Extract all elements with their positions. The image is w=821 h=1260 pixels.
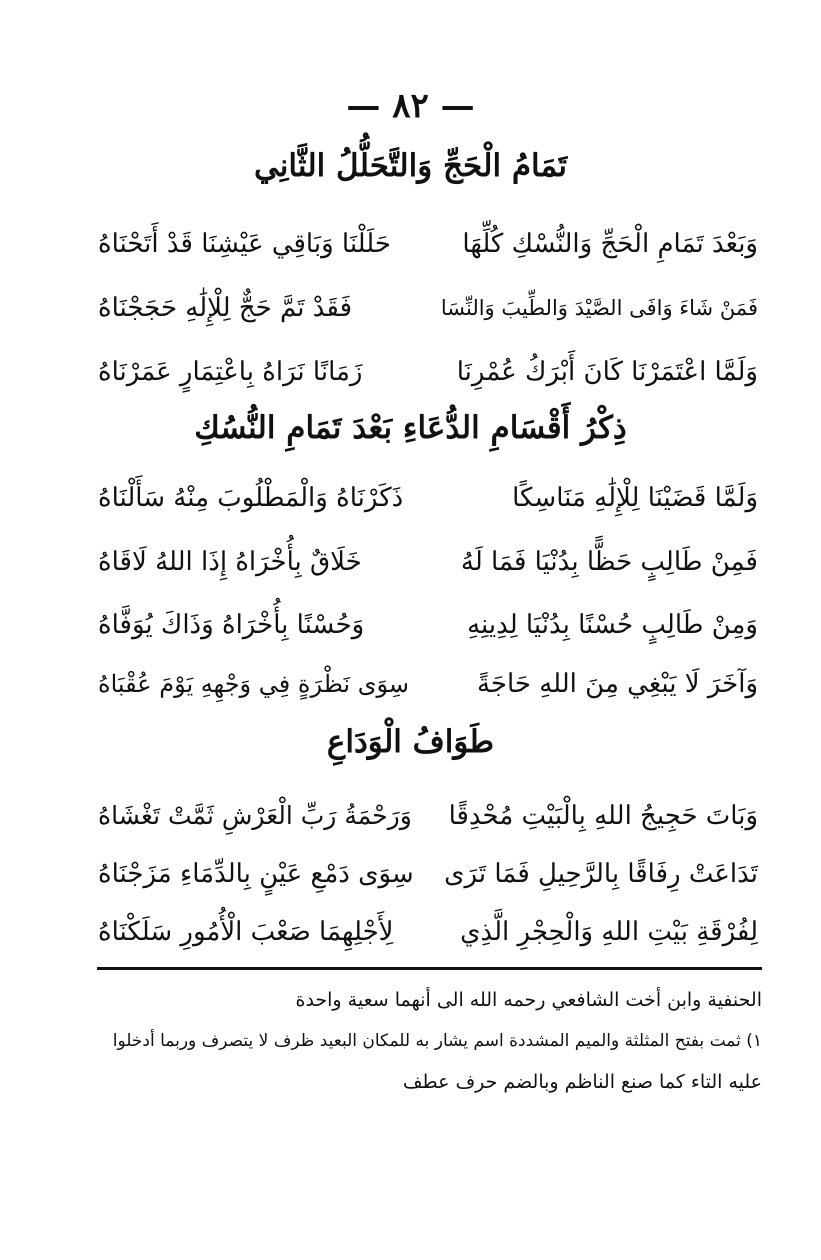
verse-second-hemistich: حَلَلْنَا وَبَاقِي عَيْشِنَا قَدْ أَتَحْنَاهُ: [98, 229, 391, 259]
section-heading-farewell-tawaf: طَوَافُ الْوَدَاعِ: [326, 724, 495, 760]
verse-first-hemistich: وَبَعْدَ تَمَامِ الْحَجِّ وَالنُّسْكِ كُلِّهَا: [462, 229, 758, 259]
verse-line: [98, 656, 758, 712]
verse-line: [98, 788, 758, 844]
verse-second-hemistich: سِوَى نَظْرَةٍ فِي وَجْهِهِ يَوْمَ عُقْبَاهُ: [98, 670, 409, 698]
verse-second-hemistich: وَرَحْمَةُ رَبِّ الْعَرْشِ ثَمَّتْ تَغْشَاهُ: [98, 801, 412, 830]
verse-second-hemistich: فَقَدْ تَمَّ حَجٌّ لِلْإِلَٰهِ حَجَجْنَاهُ: [98, 293, 353, 323]
verse-second-hemistich: وَحُسْنًا بِأُخْرَاهُ وَذَاكَ يُوَفَّاهُ: [98, 610, 365, 640]
verse-line: [98, 344, 758, 400]
verse-first-hemistich: وَمِنْ طَالِبٍ حُسْنًا بِدُنْيَا لِدِينِهِ: [467, 610, 758, 640]
verse-second-hemistich: ذَكَرْنَاهُ وَالْمَطْلُوبَ مِنْهُ سَأَلْنَاهُ: [98, 483, 404, 513]
verse-second-hemistich: لِأَجْلِهِمَا صَعْبَ الْأُمُورِ سَلَكْنَاهُ: [98, 917, 394, 947]
verse-first-hemistich: لِفُرْقَةِ بَيْتِ اللهِ وَالْحِجْرِ الَّذِي: [460, 917, 758, 947]
verse-first-hemistich: وَآخَرَ لَا يَبْغِي مِنَ اللهِ حَاجَةً: [476, 669, 758, 699]
footnote-line: الحنفية وابن أخت الشافعي رحمه الله الى أنهما سعية واحدة: [295, 989, 762, 1011]
footnote: [98, 980, 762, 1103]
footnote-divider: [97, 967, 762, 970]
verse-line: [98, 534, 758, 590]
verse-first-hemistich: وَلَمَّا قَضَيْنَا لِلْإِلَٰهِ مَنَاسِكًا: [512, 483, 758, 513]
footnote-line: ١) ثمت بفتح المثلثة والميم المشددة اسم يشار به للمكان البعيد ظرف لا يتصرف وربما أدخلوا: [112, 1031, 762, 1051]
section-heading-hajj-completion: تَمَامُ الْحَجِّ وَالتَّحَلُّلُ الثَّانِي: [253, 148, 568, 184]
footnote-line: عليه التاء كما صنع الناظم وبالضم حرف عطف: [402, 1071, 762, 1093]
verse-first-hemistich: وَبَاتَ حَجِيجُ اللهِ بِالْبَيْتِ مُحْدِقًا: [448, 801, 758, 831]
verse-line: [98, 846, 758, 902]
verse-second-hemistich: خَلَاقٌ بِأُخْرَاهُ إِذَا اللهُ لَاقَاهُ: [98, 547, 362, 577]
verse-line: [98, 470, 758, 526]
verse-first-hemistich: وَلَمَّا اعْتَمَرْنَا كَانَ أَبْرَكُ عُمْرِنَا: [456, 357, 758, 387]
verse-line: [98, 216, 758, 272]
verse-line: [98, 280, 758, 336]
verse-line: [98, 597, 758, 653]
page-number: — ٨٢ —: [346, 86, 475, 126]
verse-second-hemistich: سِوَى دَمْعِ عَيْنٍ بِالدِّمَاءِ مَزَجْنَاهُ: [98, 859, 414, 889]
verse-first-hemistich: فَمَنْ شَاءَ وَافَى الصَّيْدَ وَالطِّيبَ وَالنِّسَا: [440, 296, 758, 320]
verse-first-hemistich: تَدَاعَتْ رِفَاقًا بِالرَّحِيلِ فَمَا تَرَى: [444, 859, 758, 889]
verse-second-hemistich: زَمَانًا نَرَاهُ بِاعْتِمَارٍ عَمَرْنَاهُ: [98, 357, 363, 387]
section-heading-supplication: ذِكْرُ أَقْسَامِ الدُّعَاءِ بَعْدَ تَمَامِ النُّسُكِ: [194, 410, 627, 446]
verse-line: [98, 904, 758, 960]
verse-first-hemistich: فَمِنْ طَالِبٍ حَظًّا بِدُنْيَا فَمَا لَهُ: [460, 547, 758, 577]
